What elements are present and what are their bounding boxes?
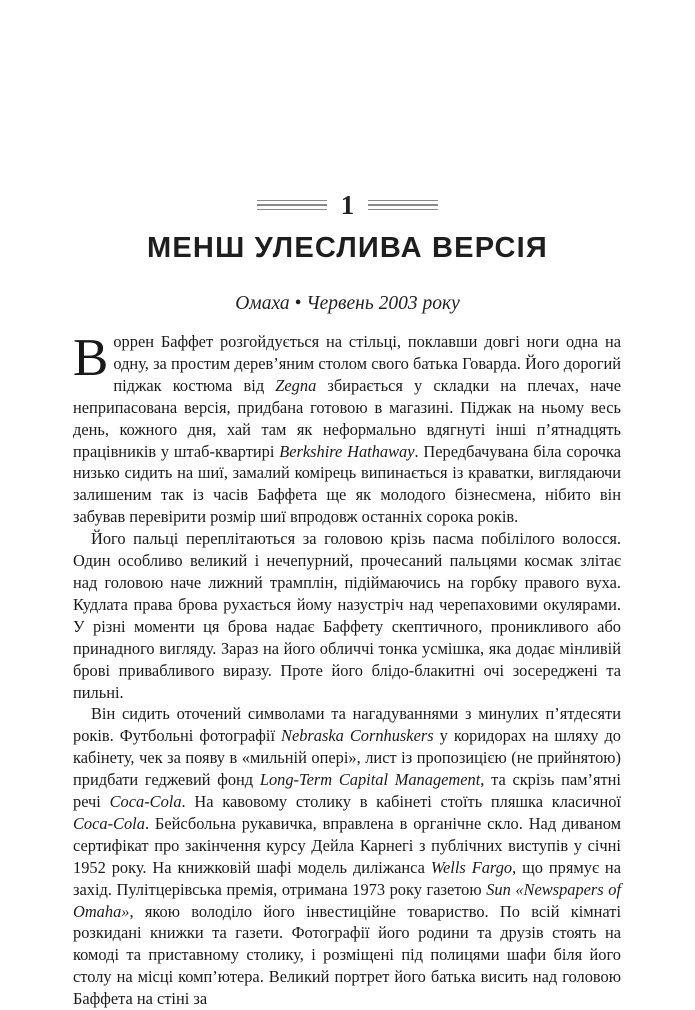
text-segment: , та скрізь пам’ятні речі bbox=[73, 770, 621, 812]
left-decorative-rule bbox=[257, 200, 327, 210]
paragraph bbox=[73, 331, 621, 528]
text-segment: збирається у складки на плечах, наче неприпасована версія, придбана готовою в магазині. Піджак на ньому весь день, кожного дня, хай там як неформально вдягнуті інші п’ятнадцять працівників у штаб-квартирі bbox=[73, 375, 621, 461]
chapter-title: МЕНШ УЛЕСЛИВА ВЕРСІЯ bbox=[147, 232, 548, 264]
italic-text-segment: Zegna bbox=[275, 375, 317, 395]
italic-text-segment: Wells Fargo bbox=[430, 857, 513, 877]
text-segment: , що прямує на захід. Пулітцерівська премія, отримана 1973 року газетою bbox=[73, 857, 621, 899]
text-segment: . На кавовому столику в кабінеті стоїть пляшка класичної bbox=[181, 792, 621, 812]
text-segment: Його пальці переплітаються за головою крізь пасма побілілого волосся. Один особливо великий і нечепурний, прочесаний пальцями космак злітає над головою наче лижний трамплін, підіймаючись на горбку правого вуха. Кудлата права брова рухається йому назустріч над черепаховими окулярами. У різні моменти ця брова надає Баффету скептичного, проникливого або принадного вигляду. Зараз на його обличчі тонка усмішка, яка додає мінливій брові привабливого виразу. Проте його блідо-блакитні очі зосереджені та пильні. bbox=[73, 529, 621, 702]
text-segment: у коридорах на шляху до кабінету, чек за появу в «мильній опері», лист із пропозицією (не прийнятою) придбати геджевий фонд bbox=[73, 726, 621, 790]
text-segment: оррен Баффет розгойдується на стільці, поклавши довгі ноги одна на одну, за простим дерев’яним столом свого батька Говарда. Його дорогий піджак костюма від bbox=[113, 332, 621, 395]
chapter-body-text bbox=[73, 331, 621, 1010]
paragraph bbox=[73, 528, 621, 703]
chapter-header bbox=[0, 190, 695, 220]
italic-text-segment: Long-Term Capital Management bbox=[259, 770, 481, 790]
paragraph bbox=[73, 703, 621, 1010]
italic-text-segment: Coca-Cola bbox=[109, 792, 182, 812]
chapter-number: 1 bbox=[340, 190, 355, 220]
right-decorative-rule bbox=[368, 200, 438, 210]
italic-text-segment: Coca-Cola bbox=[73, 813, 145, 833]
text-segment: Він сидить оточений символами та нагадуваннями з минулих п’ятдесяти років. Футбольні фотографії bbox=[73, 704, 621, 746]
text-segment: . Передбачувана біла сорочка низько сидить на шиї, замалий комірець випинається із краватки, виглядаючи залишеним так із часів Баффета ще як молодого бізнесмена, нібито він забував перевірити розмір шиї впродовж останніх сорока років. bbox=[73, 441, 622, 527]
chapter-subtitle: Омаха • Червень 2003 року bbox=[235, 293, 460, 314]
italic-text-segment: Nebraska Cornhuskers bbox=[281, 726, 434, 746]
drop-cap-letter: В bbox=[73, 329, 109, 387]
italic-text-segment: Sun «Newspapers of Omaha» bbox=[73, 879, 621, 921]
italic-text-segment: Berkshire Hathaway bbox=[279, 441, 415, 461]
text-segment: . Бейсбольна рукавичка, вправлена в органічне скло. Над диваном сертифікат про закінчення курсу Дейла Карнегі з публічних виступів у січні 1952 року. На книжковій шафі модель диліжанса bbox=[73, 813, 621, 877]
text-segment: , якою володіло його інвестиційне товариство. По всій кімнаті розкидані книжки та газети. Фотографії його родини та друзів стоять на комоді та приставному столику, і розміщені під полицями шафи біля його столу на місці комп’ютера. Великий портрет його батька висить над головою Баффета на стіні за bbox=[73, 901, 621, 1009]
